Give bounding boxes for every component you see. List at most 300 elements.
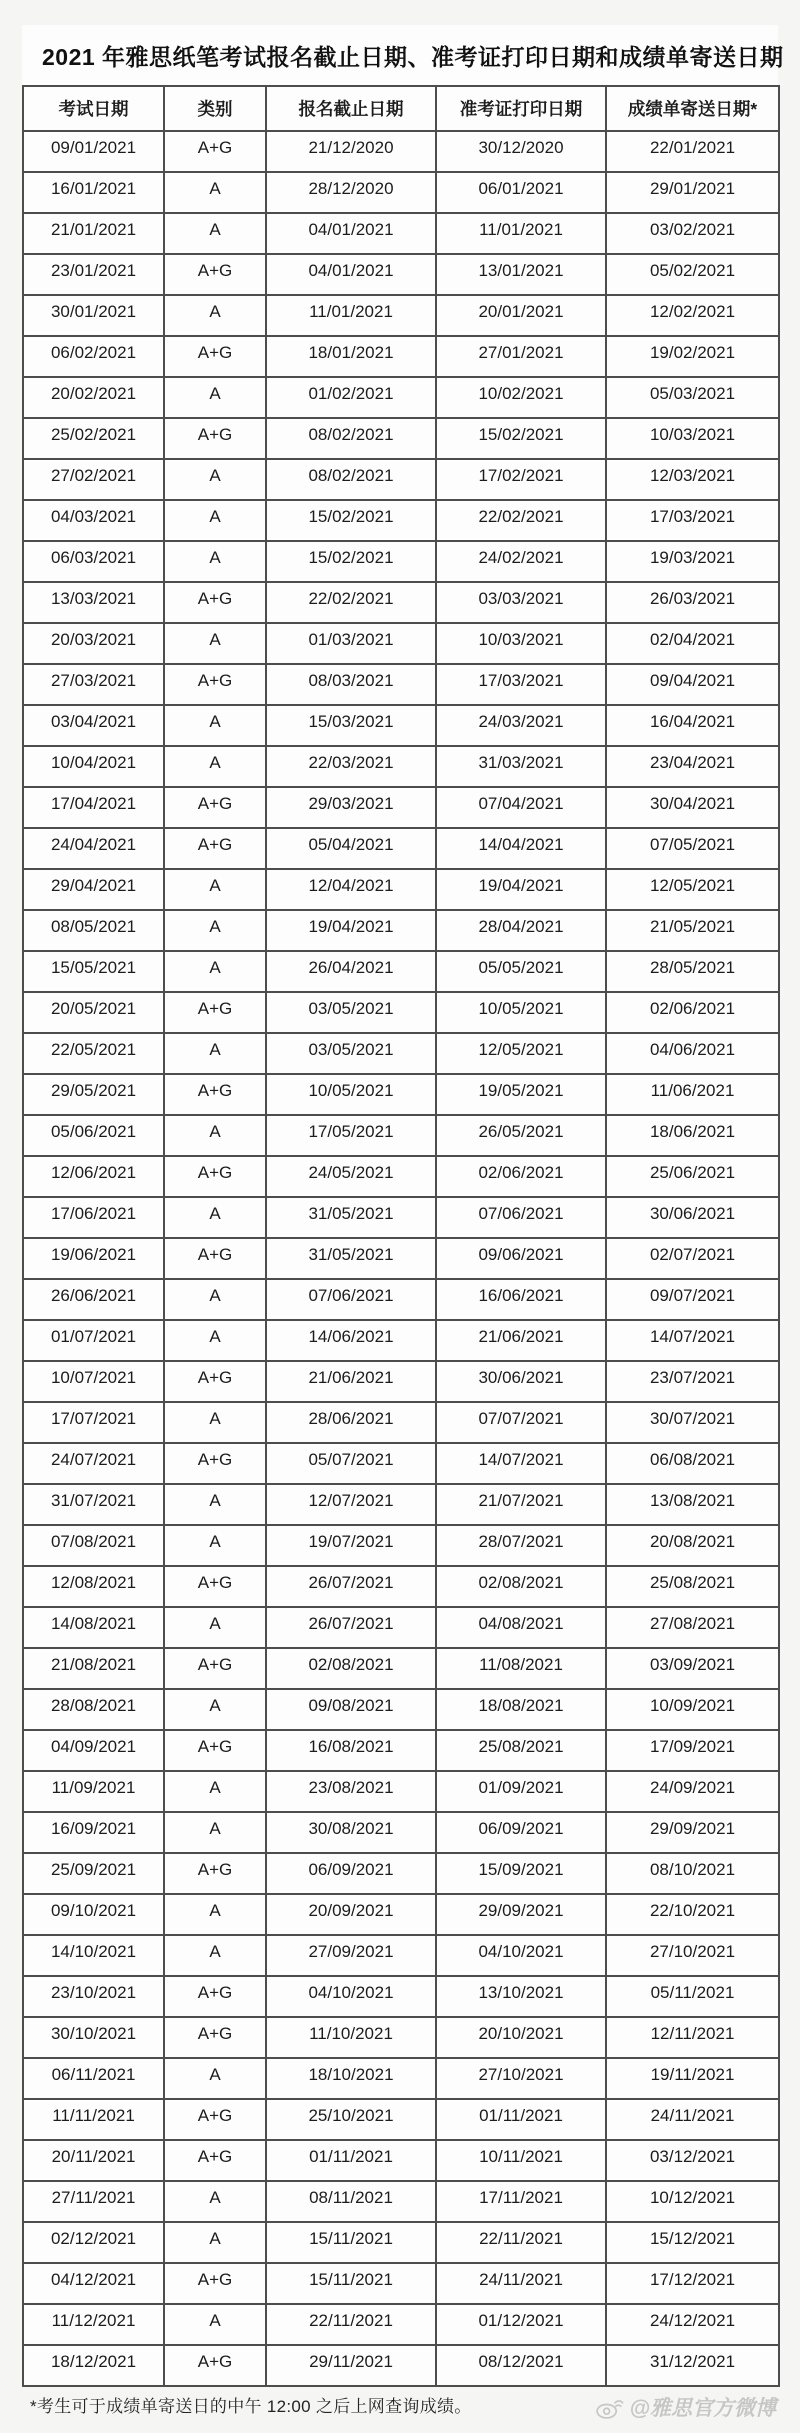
table-cell: A [164, 869, 266, 910]
table-row [23, 951, 779, 992]
table-cell: 27/03/2021 [23, 664, 164, 705]
table-cell: 10/02/2021 [436, 377, 606, 418]
table-cell: 10/05/2021 [266, 1074, 436, 1115]
table-cell: 21/01/2021 [23, 213, 164, 254]
table-cell: 20/03/2021 [23, 623, 164, 664]
table-row [23, 1607, 779, 1648]
table-cell: 26/07/2021 [266, 1566, 436, 1607]
table-cell: 16/06/2021 [436, 1279, 606, 1320]
table-cell: 12/08/2021 [23, 1566, 164, 1607]
table-cell: 10/11/2021 [436, 2140, 606, 2181]
table-cell: 09/04/2021 [606, 664, 779, 705]
table-cell: 24/11/2021 [606, 2099, 779, 2140]
table-cell: A+G [164, 1074, 266, 1115]
column-header: 成绩单寄送日期* [606, 86, 779, 131]
table-cell: 19/03/2021 [606, 541, 779, 582]
table-cell: 05/04/2021 [266, 828, 436, 869]
table-cell: 14/10/2021 [23, 1935, 164, 1976]
table-row [23, 1894, 779, 1935]
table-cell: 20/02/2021 [23, 377, 164, 418]
table-row [23, 1320, 779, 1361]
table-cell: 01/03/2021 [266, 623, 436, 664]
table-cell: 27/02/2021 [23, 459, 164, 500]
table-cell: A+G [164, 1648, 266, 1689]
table-cell: 15/05/2021 [23, 951, 164, 992]
table-cell: 22/01/2021 [606, 131, 779, 172]
table-cell: A+G [164, 1361, 266, 1402]
table-cell: 15/11/2021 [266, 2222, 436, 2263]
table-cell: A+G [164, 1238, 266, 1279]
table-cell: 30/08/2021 [266, 1812, 436, 1853]
table-cell: 26/06/2021 [23, 1279, 164, 1320]
watermark-text: @雅思官方微博 [629, 2397, 776, 2420]
table-cell: 07/07/2021 [436, 1402, 606, 1443]
weibo-watermark [595, 2392, 778, 2422]
table-cell: 03/12/2021 [606, 2140, 779, 2181]
table-cell: 07/06/2021 [436, 1197, 606, 1238]
table-cell: A [164, 2058, 266, 2099]
table-row [23, 1156, 779, 1197]
table-row [23, 418, 779, 459]
table-row [23, 459, 779, 500]
table-cell: 01/07/2021 [23, 1320, 164, 1361]
table-cell: 15/02/2021 [436, 418, 606, 459]
table-cell: 19/11/2021 [606, 2058, 779, 2099]
table-cell: A [164, 541, 266, 582]
table-cell: A [164, 1525, 266, 1566]
table-row [23, 869, 779, 910]
table-cell: 10/09/2021 [606, 1689, 779, 1730]
table-cell: 06/08/2021 [606, 1443, 779, 1484]
table-cell: 20/09/2021 [266, 1894, 436, 1935]
table-cell: 06/03/2021 [23, 541, 164, 582]
table-cell: 28/06/2021 [266, 1402, 436, 1443]
table-cell: 17/02/2021 [436, 459, 606, 500]
table-cell: 06/11/2021 [23, 2058, 164, 2099]
table-cell: A+G [164, 1853, 266, 1894]
table-cell: 23/07/2021 [606, 1361, 779, 1402]
table-cell: 29/11/2021 [266, 2345, 436, 2386]
table-cell: 12/05/2021 [436, 1033, 606, 1074]
table-row [23, 213, 779, 254]
table-row [23, 1853, 779, 1894]
table-cell: 15/03/2021 [266, 705, 436, 746]
table-cell: 03/04/2021 [23, 705, 164, 746]
table-cell: 09/06/2021 [436, 1238, 606, 1279]
table-cell: A [164, 213, 266, 254]
table-cell: 15/11/2021 [266, 2263, 436, 2304]
table-cell: 25/06/2021 [606, 1156, 779, 1197]
table-cell: 22/11/2021 [266, 2304, 436, 2345]
table-cell: 27/01/2021 [436, 336, 606, 377]
table-cell: 01/09/2021 [436, 1771, 606, 1812]
weibo-icon [595, 2394, 625, 2420]
table-cell: 07/04/2021 [436, 787, 606, 828]
table-row [23, 1197, 779, 1238]
table-row [23, 2140, 779, 2181]
table-cell: 23/10/2021 [23, 1976, 164, 2017]
table-row [23, 254, 779, 295]
table-cell: A [164, 1484, 266, 1525]
table-row [23, 2304, 779, 2345]
table-cell: A+G [164, 1156, 266, 1197]
table-cell: 30/07/2021 [606, 1402, 779, 1443]
table-cell: 24/07/2021 [23, 1443, 164, 1484]
table-cell: 25/08/2021 [606, 1566, 779, 1607]
table-cell: 22/03/2021 [266, 746, 436, 787]
table-cell: 11/06/2021 [606, 1074, 779, 1115]
table-row [23, 295, 779, 336]
table-cell: 02/06/2021 [606, 992, 779, 1033]
table-cell: 21/12/2020 [266, 131, 436, 172]
table-cell: 14/06/2021 [266, 1320, 436, 1361]
table-cell: 20/11/2021 [23, 2140, 164, 2181]
table-cell: 12/03/2021 [606, 459, 779, 500]
table-cell: 22/11/2021 [436, 2222, 606, 2263]
table-cell: 10/07/2021 [23, 1361, 164, 1402]
table-cell: 19/04/2021 [436, 869, 606, 910]
table-row [23, 172, 779, 213]
table-cell: 19/04/2021 [266, 910, 436, 951]
table-cell: 04/09/2021 [23, 1730, 164, 1771]
table-cell: 15/02/2021 [266, 500, 436, 541]
column-header: 准考证打印日期 [436, 86, 606, 131]
table-cell: A [164, 1935, 266, 1976]
table-cell: 10/03/2021 [436, 623, 606, 664]
table-cell: A [164, 2181, 266, 2222]
table-cell: 05/05/2021 [436, 951, 606, 992]
table-cell: 23/08/2021 [266, 1771, 436, 1812]
table-cell: 17/12/2021 [606, 2263, 779, 2304]
table-cell: 11/08/2021 [436, 1648, 606, 1689]
table-cell: A+G [164, 1730, 266, 1771]
table-cell: 27/10/2021 [436, 2058, 606, 2099]
table-cell: 02/07/2021 [606, 1238, 779, 1279]
table-row [23, 623, 779, 664]
table-cell: 31/05/2021 [266, 1238, 436, 1279]
table-cell: 30/12/2020 [436, 131, 606, 172]
table-cell: 03/02/2021 [606, 213, 779, 254]
table-row [23, 1730, 779, 1771]
table-cell: 10/12/2021 [606, 2181, 779, 2222]
table-cell: 17/07/2021 [23, 1402, 164, 1443]
table-cell: 02/08/2021 [436, 1566, 606, 1607]
table-row [23, 746, 779, 787]
table-cell: 04/01/2021 [266, 213, 436, 254]
table-cell: A [164, 910, 266, 951]
table-row [23, 2263, 779, 2304]
table-cell: A [164, 1402, 266, 1443]
table-cell: 07/08/2021 [23, 1525, 164, 1566]
table-cell: 18/01/2021 [266, 336, 436, 377]
table-cell: 20/10/2021 [436, 2017, 606, 2058]
table-cell: 07/06/2021 [266, 1279, 436, 1320]
table-cell: 28/12/2020 [266, 172, 436, 213]
table-cell: 18/10/2021 [266, 2058, 436, 2099]
table-cell: 12/02/2021 [606, 295, 779, 336]
table-cell: A+G [164, 2345, 266, 2386]
table-cell: 02/06/2021 [436, 1156, 606, 1197]
table-cell: 06/09/2021 [266, 1853, 436, 1894]
table-row [23, 1361, 779, 1402]
table-row [23, 1115, 779, 1156]
table-cell: 27/09/2021 [266, 1935, 436, 1976]
table-cell: 25/10/2021 [266, 2099, 436, 2140]
table-cell: 12/07/2021 [266, 1484, 436, 1525]
table-row [23, 1484, 779, 1525]
table-cell: 29/05/2021 [23, 1074, 164, 1115]
table-row [23, 1771, 779, 1812]
table-cell: 13/03/2021 [23, 582, 164, 623]
table-row [23, 336, 779, 377]
table-cell: A [164, 2222, 266, 2263]
table-row [23, 1525, 779, 1566]
table-cell: 01/02/2021 [266, 377, 436, 418]
table-cell: 21/05/2021 [606, 910, 779, 951]
table-cell: A+G [164, 2263, 266, 2304]
table-cell: 10/05/2021 [436, 992, 606, 1033]
table-cell: A [164, 1812, 266, 1853]
table-cell: A+G [164, 787, 266, 828]
table-cell: 05/03/2021 [606, 377, 779, 418]
table-row [23, 828, 779, 869]
table-cell: 27/08/2021 [606, 1607, 779, 1648]
table-cell: 16/08/2021 [266, 1730, 436, 1771]
table-cell: 02/08/2021 [266, 1648, 436, 1689]
table-cell: 01/11/2021 [266, 2140, 436, 2181]
table-cell: A+G [164, 2099, 266, 2140]
table-cell: A+G [164, 828, 266, 869]
table-cell: 17/06/2021 [23, 1197, 164, 1238]
table-cell: A [164, 459, 266, 500]
table-cell: A+G [164, 992, 266, 1033]
table-cell: 23/04/2021 [606, 746, 779, 787]
table-cell: A [164, 705, 266, 746]
table-cell: 16/01/2021 [23, 172, 164, 213]
table-cell: 12/06/2021 [23, 1156, 164, 1197]
table-cell: 05/02/2021 [606, 254, 779, 295]
table-cell: 11/01/2021 [266, 295, 436, 336]
table-row [23, 1033, 779, 1074]
table-cell: 10/04/2021 [23, 746, 164, 787]
table-cell: 08/02/2021 [266, 418, 436, 459]
table-row [23, 910, 779, 951]
table-cell: A+G [164, 418, 266, 459]
table-cell: 31/05/2021 [266, 1197, 436, 1238]
table-cell: 24/05/2021 [266, 1156, 436, 1197]
table-cell: 12/05/2021 [606, 869, 779, 910]
table-cell: 06/02/2021 [23, 336, 164, 377]
table-cell: 27/10/2021 [606, 1935, 779, 1976]
table-cell: 01/12/2021 [436, 2304, 606, 2345]
table-cell: 04/08/2021 [436, 1607, 606, 1648]
table-cell: 18/06/2021 [606, 1115, 779, 1156]
table-cell: 09/10/2021 [23, 1894, 164, 1935]
table-cell: 09/07/2021 [606, 1279, 779, 1320]
table-cell: 04/01/2021 [266, 254, 436, 295]
table-cell: 11/01/2021 [436, 213, 606, 254]
table-row [23, 1238, 779, 1279]
table-cell: A [164, 295, 266, 336]
table-cell: 20/05/2021 [23, 992, 164, 1033]
table-cell: 17/11/2021 [436, 2181, 606, 2222]
table-row [23, 1443, 779, 1484]
table-cell: 06/09/2021 [436, 1812, 606, 1853]
footnote: *考生可于成绩单寄送日的中午 12:00 之后上网查询成绩。 [30, 2397, 472, 2416]
table-cell: 14/07/2021 [436, 1443, 606, 1484]
table-cell: 26/04/2021 [266, 951, 436, 992]
table-cell: 26/07/2021 [266, 1607, 436, 1648]
table-cell: 08/10/2021 [606, 1853, 779, 1894]
table-cell: 03/03/2021 [436, 582, 606, 623]
table-cell: 11/12/2021 [23, 2304, 164, 2345]
table-cell: 28/08/2021 [23, 1689, 164, 1730]
table-cell: 04/06/2021 [606, 1033, 779, 1074]
table-row [23, 2181, 779, 2222]
table-cell: A+G [164, 1443, 266, 1484]
table-row [23, 2017, 779, 2058]
table-cell: 19/02/2021 [606, 336, 779, 377]
table-row [23, 1935, 779, 1976]
table-cell: 14/07/2021 [606, 1320, 779, 1361]
table-cell: 24/02/2021 [436, 541, 606, 582]
table-cell: 04/10/2021 [266, 1976, 436, 2017]
table-cell: 17/09/2021 [606, 1730, 779, 1771]
table-cell: 24/12/2021 [606, 2304, 779, 2345]
table-row [23, 2058, 779, 2099]
table-cell: 11/09/2021 [23, 1771, 164, 1812]
table-cell: 24/04/2021 [23, 828, 164, 869]
table-row [23, 2345, 779, 2386]
column-header: 类别 [164, 86, 266, 131]
table-cell: 21/07/2021 [436, 1484, 606, 1525]
table-row [23, 500, 779, 541]
column-header: 报名截止日期 [266, 86, 436, 131]
table-cell: 03/09/2021 [606, 1648, 779, 1689]
table-cell: 18/08/2021 [436, 1689, 606, 1730]
table-cell: 16/04/2021 [606, 705, 779, 746]
table-cell: A+G [164, 254, 266, 295]
table-cell: 11/11/2021 [23, 2099, 164, 2140]
table-cell: A [164, 500, 266, 541]
table-row [23, 377, 779, 418]
table-cell: 28/04/2021 [436, 910, 606, 951]
table-cell: 12/11/2021 [606, 2017, 779, 2058]
table-cell: 31/07/2021 [23, 1484, 164, 1525]
table-cell: 07/05/2021 [606, 828, 779, 869]
table-cell: A [164, 951, 266, 992]
table-cell: 08/05/2021 [23, 910, 164, 951]
table-cell: 13/10/2021 [436, 1976, 606, 2017]
table-cell: A [164, 172, 266, 213]
schedule-table [22, 85, 780, 2387]
table-cell: 20/01/2021 [436, 295, 606, 336]
table-row [23, 1976, 779, 2017]
table-row [23, 787, 779, 828]
table-cell: 21/06/2021 [436, 1320, 606, 1361]
table-cell: 29/03/2021 [266, 787, 436, 828]
table-cell: 02/12/2021 [23, 2222, 164, 2263]
table-cell: 03/05/2021 [266, 992, 436, 1033]
column-header: 考试日期 [23, 86, 164, 131]
table-cell: 15/09/2021 [436, 1853, 606, 1894]
table-row [23, 582, 779, 623]
table-cell: 03/05/2021 [266, 1033, 436, 1074]
table-cell: A+G [164, 1566, 266, 1607]
table-cell: A [164, 377, 266, 418]
table-cell: 25/02/2021 [23, 418, 164, 459]
table-cell: A [164, 2304, 266, 2345]
table-cell: A [164, 1607, 266, 1648]
table-cell: 12/04/2021 [266, 869, 436, 910]
table-row [23, 1566, 779, 1607]
table-cell: 13/08/2021 [606, 1484, 779, 1525]
ielts-schedule-panel [22, 25, 784, 2387]
table-cell: 15/02/2021 [266, 541, 436, 582]
footer [22, 2392, 778, 2422]
table-cell: 17/05/2021 [266, 1115, 436, 1156]
table-cell: 28/05/2021 [606, 951, 779, 992]
table-cell: A [164, 1689, 266, 1730]
table-cell: A [164, 1197, 266, 1238]
table-cell: 19/07/2021 [266, 1525, 436, 1566]
page-title: 2021 年雅思纸笔考试报名截止日期、准考证打印日期和成绩单寄送日期 [42, 43, 784, 70]
table-cell: 25/09/2021 [23, 1853, 164, 1894]
table-cell: 26/05/2021 [436, 1115, 606, 1156]
table-cell: 17/03/2021 [606, 500, 779, 541]
table-cell: 02/04/2021 [606, 623, 779, 664]
table-cell: 27/11/2021 [23, 2181, 164, 2222]
table-cell: A+G [164, 131, 266, 172]
table-cell: A [164, 1115, 266, 1156]
table-cell: 14/04/2021 [436, 828, 606, 869]
table-cell: 08/12/2021 [436, 2345, 606, 2386]
table-cell: 14/08/2021 [23, 1607, 164, 1648]
table-cell: 29/09/2021 [436, 1894, 606, 1935]
table-cell: 29/04/2021 [23, 869, 164, 910]
table-cell: 21/08/2021 [23, 1648, 164, 1689]
table-cell: A+G [164, 582, 266, 623]
table-cell: 04/10/2021 [436, 1935, 606, 1976]
table-cell: 13/01/2021 [436, 254, 606, 295]
table-cell: 01/11/2021 [436, 2099, 606, 2140]
table-cell: A+G [164, 664, 266, 705]
table-cell: A [164, 1320, 266, 1361]
table-cell: 04/03/2021 [23, 500, 164, 541]
table-cell: 26/03/2021 [606, 582, 779, 623]
table-cell: 22/10/2021 [606, 1894, 779, 1935]
table-cell: 31/12/2021 [606, 2345, 779, 2386]
table-cell: 05/07/2021 [266, 1443, 436, 1484]
table-cell: 19/06/2021 [23, 1238, 164, 1279]
table-cell: 30/06/2021 [436, 1361, 606, 1402]
table-cell: 10/03/2021 [606, 418, 779, 459]
table-cell: 24/09/2021 [606, 1771, 779, 1812]
table-row [23, 1812, 779, 1853]
table-cell: 25/08/2021 [436, 1730, 606, 1771]
table-cell: A [164, 623, 266, 664]
table-cell: 11/10/2021 [266, 2017, 436, 2058]
table-cell: 24/03/2021 [436, 705, 606, 746]
table-cell: 19/05/2021 [436, 1074, 606, 1115]
table-cell: 16/09/2021 [23, 1812, 164, 1853]
table-cell: A [164, 746, 266, 787]
table-cell: 24/11/2021 [436, 2263, 606, 2304]
table-row [23, 664, 779, 705]
table-cell: A [164, 1894, 266, 1935]
table-cell: 22/02/2021 [436, 500, 606, 541]
table-row [23, 2222, 779, 2263]
